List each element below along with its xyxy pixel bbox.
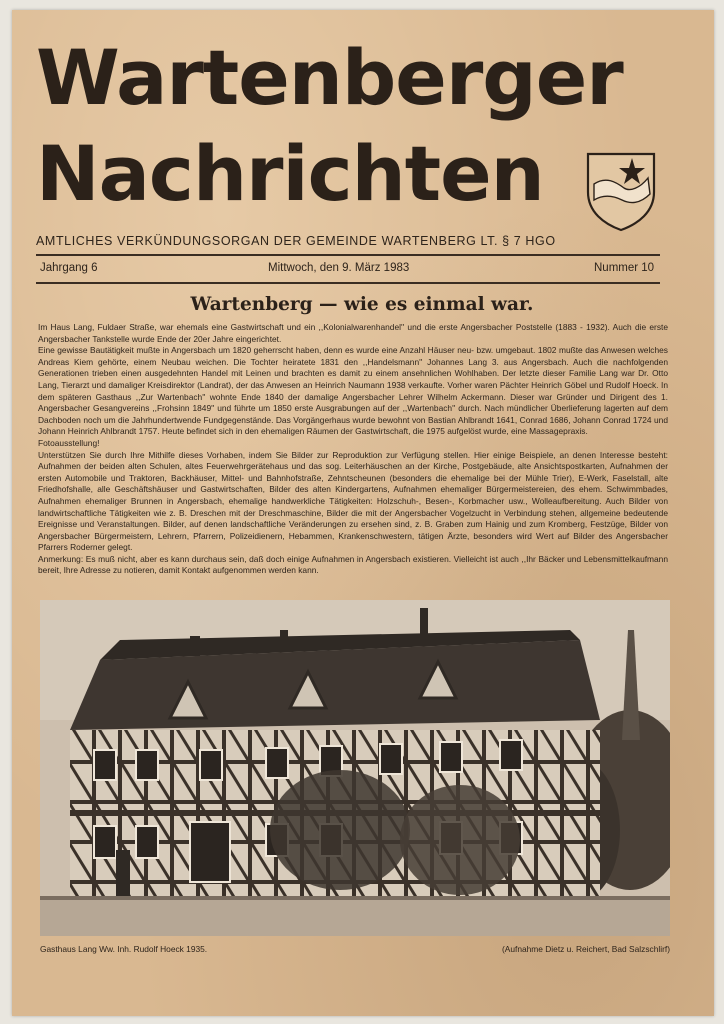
issue-date: Mittwoch, den 9. März 1983 — [268, 262, 410, 274]
coat-of-arms-icon — [582, 148, 660, 232]
photo-caption: Gasthaus Lang Ww. Inh. Rudolf Hoeck 1935. — [40, 944, 208, 954]
photo-credit: (Aufnahme Dietz u. Reichert, Bad Salzschlirf) — [501, 944, 670, 954]
issue-number: Nummer 10 — [594, 262, 655, 274]
article-paragraph: Im Haus Lang, Fuldaer Straße, war ehemals eine Gastwirtschaft und ein ,,Kolonialwarenhandel'' und die erste Angersbacher Poststelle (1883 - 1932). Auch die erste Angersbacher Tankstelle wurde Ende der 20er Jahre eingerichtet. — [38, 322, 668, 344]
article-paragraph: Eine gewisse Bautätigkeit mußte in Angersbach um 1820 geherrscht haben, denn es wurde eine Anzahl Häuser neu- bzw. umgebaut. 1802 mußte das Anwesen welches Andreas Kiem gehörte, einem Neubau weichen. Die Tochter heiratete 1831 den ,,Handelsmann'' Johannes Lang 3. aus Angersbach. Auch die nachfolgenden Generationen trieben einen ausgedehnten Handel mit Leinen und brachten es damit zu einem ansehnlichen Wohlhaben. Der letzte dieser Familie Lang war Dr. Otto Lang, Tierarzt und damaliger Kreisdirektor (Landrat), der das Anwesen an Heinrich Naumann 1938 verkaufte. Vorher waren Pächter Heinrich Göbel und Rudolf Hoeck. In dem späteren Gasthaus ,,Zur Wartenbach'' wohnte Ende 1840 der damalige Angersbacher Lehrer Wilhelm Ackermann. Dieser war Gründer und Dirigent des 1. Angersbacher Gesangvereins ,,Frohsinn 1849'' und führte um 1850 erste Ausgrabungen auf der ,,Wartenbach'' durch. Nach mündlicher Überlieferung lagerten auf dem Dachboden noch um die Jahrhundertwende Fundgegenstände. Das Vorgängerhaus wurde bewohnt von Bastian Ahlbrandt 1641, Conrad 1686, Johann Conrad 1724 und Johann Heinrich Ahlbrandt 1757. Heute befindet sich in den ehemaligen Räumen der Gastwirtschaft, die 1975 aufgelöst wurde, eine Massagepraxis. — [38, 345, 668, 437]
article-body — [38, 322, 668, 577]
article-paragraph: Unterstützen Sie durch Ihre Mithilfe dieses Vorhaben, indem Sie Bilder zur Reproduktion zur Verfügung stellen. Hier einige Beispiele, an denen Interesse besteht: Aufnahmen der beiden alten Schulen, altes Feuerwehrgerätehaus und das sog. Leiterhäuschen an der Kirche, Postgebäude, alte Ansichtspostkarten, Aufnahmen der ersten Automobile und Traktoren, Backhäuser, Mittel- und Bahnhofstraße, Zehntscheunen (besonders die ehemalige bei der Mühle Trier), E-Werk, Faselstall, alte Friedhofshalle, alle Geschäftshäuser und Gastwirtschaften, Bilder des alten Kindergartens, Aufnahmen ehemaliger Bürgermeistereien, des ehem. Schwimmbades, Aufnahmen ehemaliger Brunnen in Angersbach, ehemalige handwerkliche Tätigkeiten: Holzschuh-, Besen-, Korbmacher usw., Wolleaufbereitung. Auch Bilder von landwirtschaftliche Tätigkeiten wie z. B. Dreschen mit der Dreschmaschine, Bilder die mit der Angersbacher Vogelzucht in Verbindung stehen, allgemeine bedeutende Ereignisse und Veranstaltungen. Bilder, auf denen landschaftliche Veränderungen zu ersehen sind, z. B. Graben zum Hainig und zum Kromberg, Festzüge, Bilder von Angersbacher Bürgermeistern, Lehrern, Pfarrern, Polizeidienern, Hebammen, Krankenschwestern, tätigen Ärzte, besonders wird Wert auf Bilder des Angersbacher Pfarrers Roderner gelegt. — [38, 449, 668, 553]
article-paragraph: Anmerkung: Es muß nicht, aber es kann durchaus sein, daß doch einige Aufnahmen in Angersbach existieren. Vielleicht ist auch ,,Ihr Bäcker und Lebensmittelkaufmann bereit, Ihre Adresse zu notieren, damit Kontakt aufgenommen werden kann. — [38, 553, 668, 576]
article-headline: Wartenberg — wie es einmal war. — [190, 294, 534, 315]
masthead-line-1: Wartenberger — [36, 33, 623, 122]
historic-photo — [40, 600, 670, 936]
article-paragraph: Fotoausstellung! — [38, 437, 100, 448]
issue-volume: Jahrgang 6 — [40, 262, 98, 274]
header-rule-top — [36, 254, 660, 256]
masthead-subtitle: AMTLICHES VERKÜNDUNGSORGAN DER GEMEINDE WARTENBERG LT. § 7 HGO — [36, 234, 556, 248]
header-rule-bottom — [36, 282, 660, 284]
masthead-line-2: Nachrichten — [36, 129, 544, 218]
